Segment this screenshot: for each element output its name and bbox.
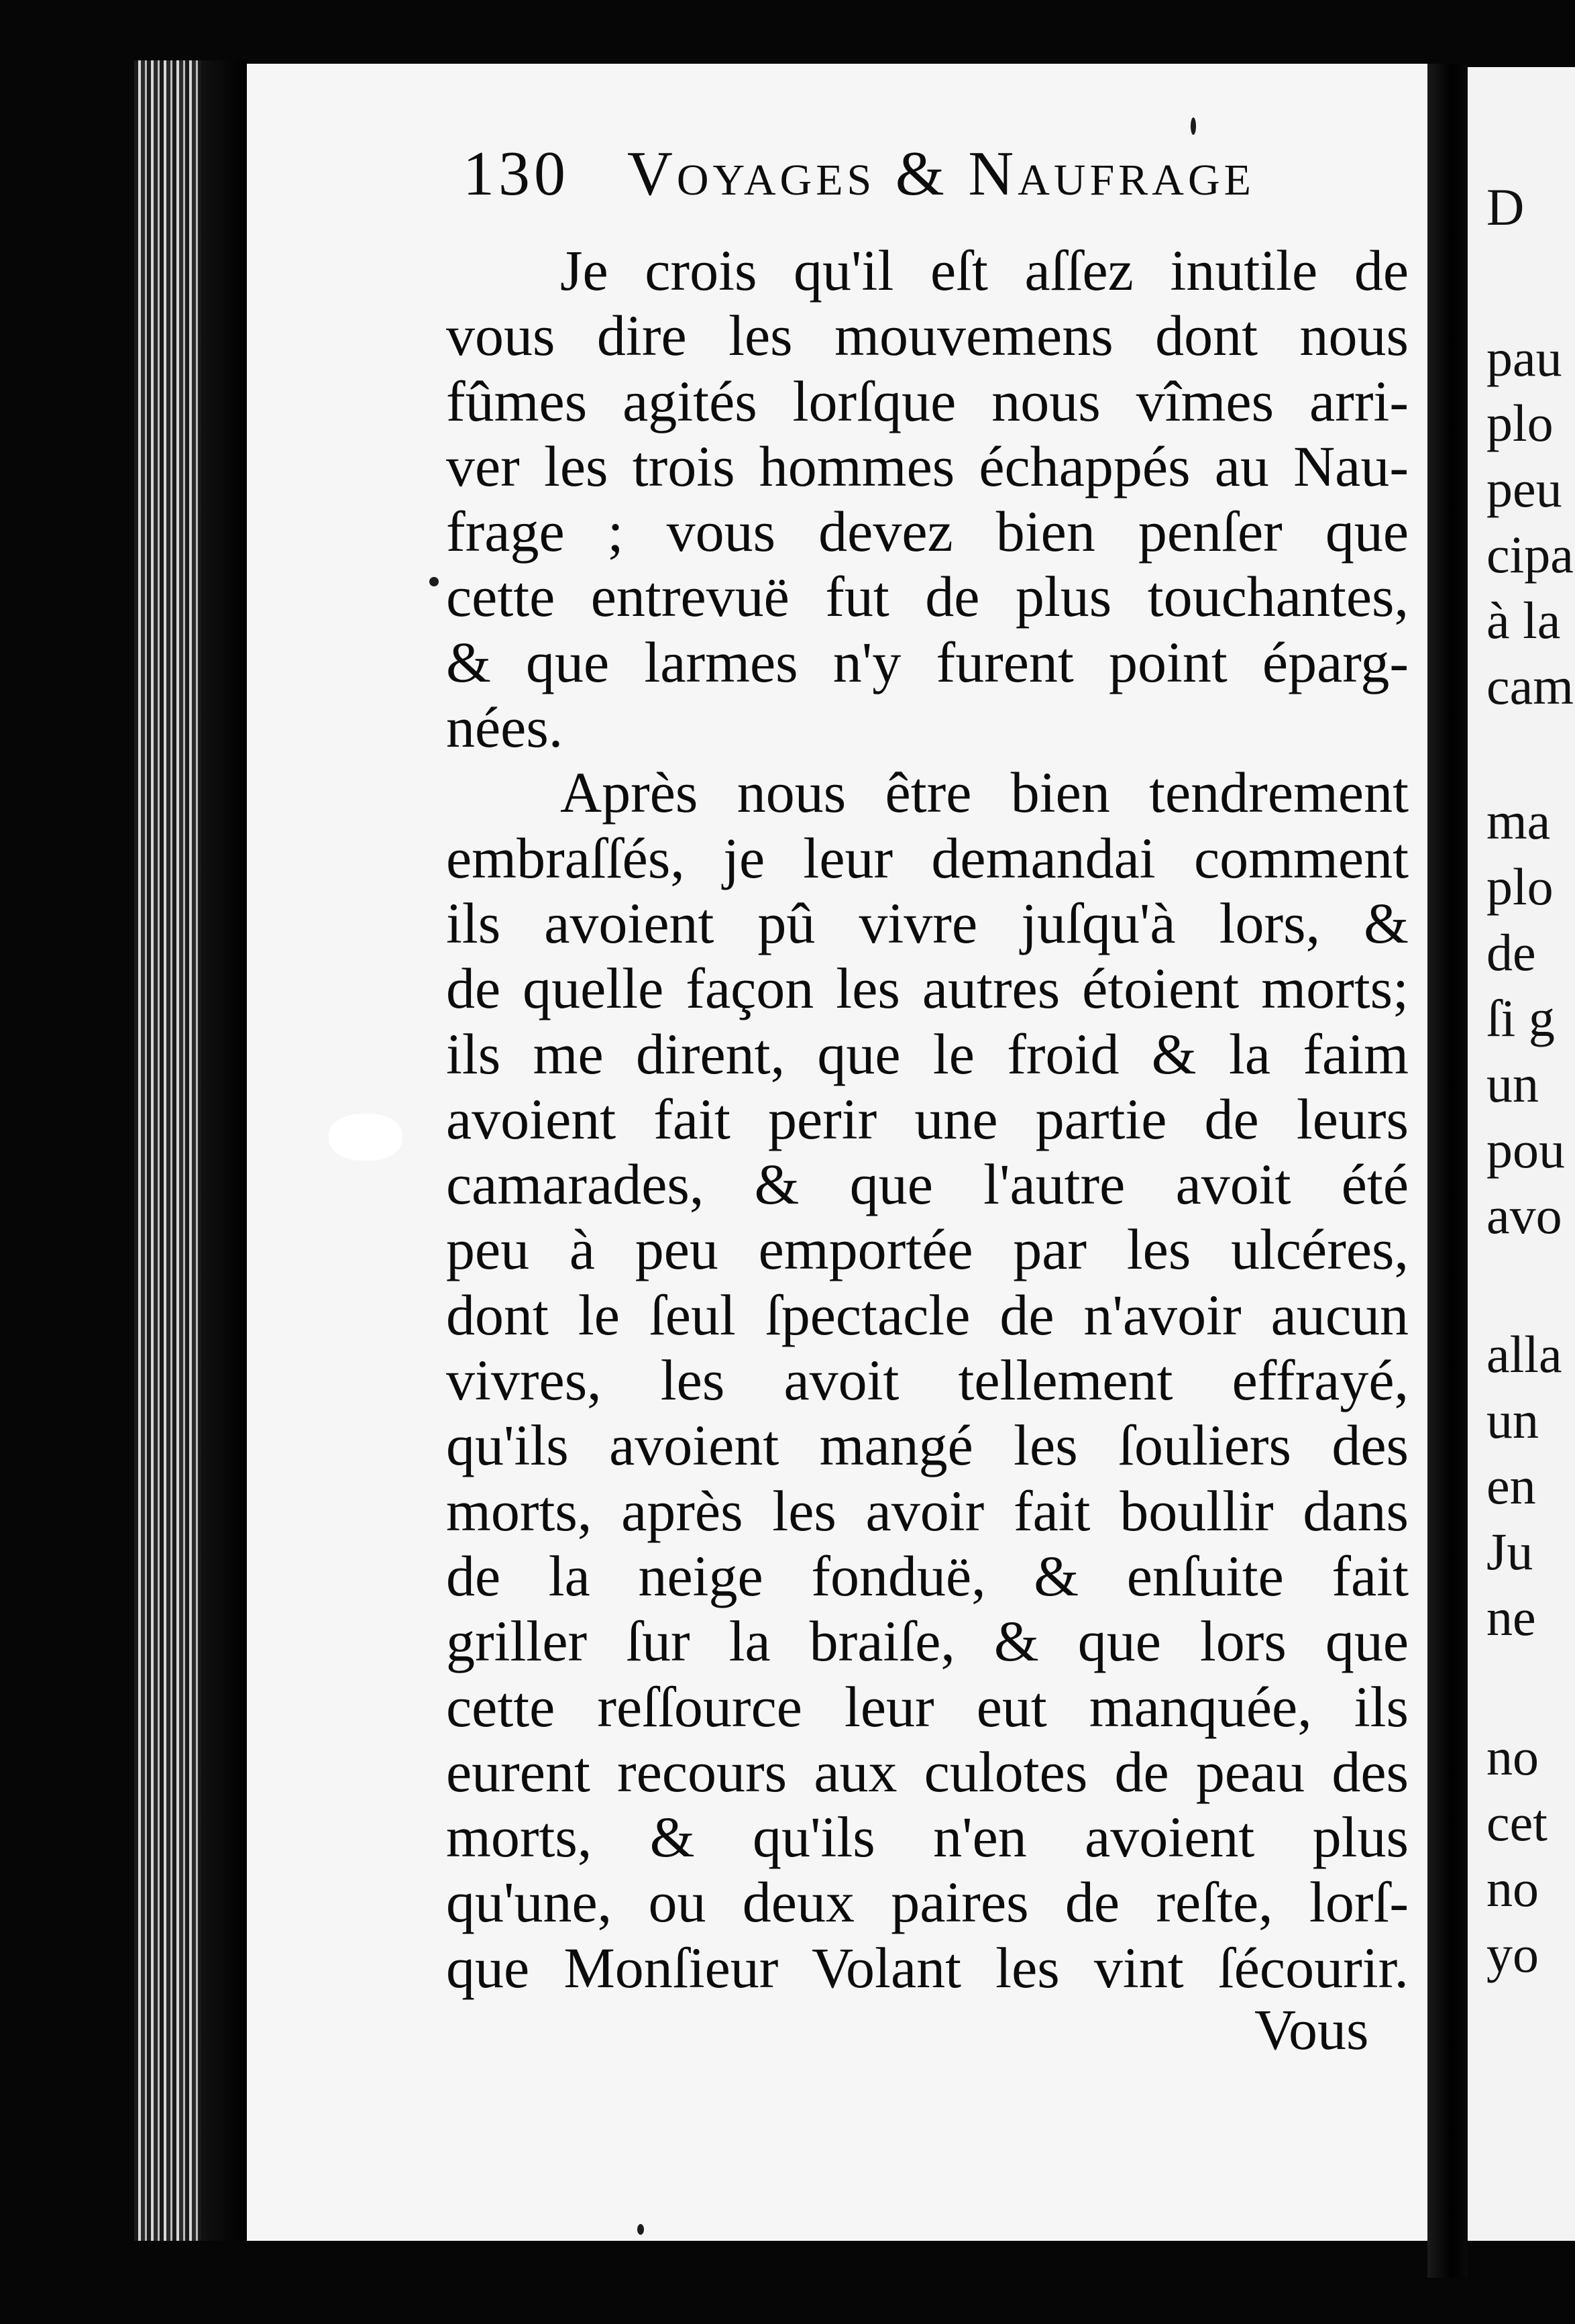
text-line: nées. xyxy=(446,695,563,760)
text-line: qu'ils avoient mangé les ſouliers des xyxy=(446,1413,1409,1478)
facing-fragment: en xyxy=(1486,1457,1536,1515)
text-line: frage ; vous devez bien penſer que xyxy=(446,499,1409,564)
facing-fragment: un xyxy=(1486,1055,1539,1113)
facing-fragment: D xyxy=(1486,178,1525,236)
text-line: griller ſur la braiſe, & que lors que xyxy=(446,1609,1409,1674)
text-line: peu à peu emportée par les ulcéres, xyxy=(446,1217,1409,1282)
text-line: cette reſſource leur eut manquée, ils xyxy=(446,1674,1409,1739)
facing-fragment: ne xyxy=(1486,1588,1536,1646)
book-spine-gutter xyxy=(1427,64,1468,2278)
ink-speck xyxy=(1191,117,1196,135)
text-line: avoient fait perir une partie de leurs xyxy=(446,1086,1409,1151)
text-line: morts, & qu'ils n'en avoient plus xyxy=(446,1805,1409,1870)
running-head xyxy=(463,138,1348,211)
paper-blot xyxy=(329,1114,402,1161)
page-number: 130 xyxy=(463,139,569,209)
text-line: de quelle façon les autres étoient morts; xyxy=(446,956,1409,1021)
text-line: cette entrevuë fut de plus touchantes, xyxy=(446,564,1409,629)
text-line: vous dire les mouvemens dont nous xyxy=(446,303,1409,368)
facing-fragment: plo xyxy=(1486,394,1554,452)
text-line: Après nous être bien tendrement xyxy=(560,760,1409,825)
facing-fragment: cam xyxy=(1486,657,1574,715)
facing-fragment: ſi g xyxy=(1486,989,1555,1047)
facing-fragment: un xyxy=(1486,1391,1539,1449)
facing-fragment: no xyxy=(1486,1859,1539,1917)
facing-fragment: pau xyxy=(1486,329,1562,387)
facing-fragment: Ju xyxy=(1486,1522,1533,1581)
text-line: Je crois qu'il eſt aſſez inutile de xyxy=(560,238,1409,303)
facing-fragment: cet xyxy=(1486,1793,1547,1852)
text-line: de la neige fonduë, & enſuite fait xyxy=(446,1543,1409,1608)
page-edge-shadow xyxy=(201,60,248,2241)
text-line: ver les trois hommes échappés au Nau- xyxy=(446,433,1409,498)
catchword: Vous xyxy=(1254,1997,1369,2062)
text-line: morts, après les avoir fait boullir dans xyxy=(446,1478,1409,1543)
facing-fragment: cipa xyxy=(1486,525,1574,584)
facing-fragment: yo xyxy=(1486,1925,1539,1983)
text-line: dont le ſeul ſpectacle de n'avoir aucun xyxy=(446,1282,1409,1347)
facing-fragment: à la xyxy=(1486,591,1561,649)
text-line: fûmes agités lorſque nous vîmes arri- xyxy=(446,368,1409,433)
text-line: ils me dirent, que le froid & la faim xyxy=(446,1021,1409,1086)
book-page-right-fragment xyxy=(1468,67,1575,2241)
text-line: qu'une, ou deux paires de reſte, lorſ- xyxy=(446,1870,1409,1935)
facing-fragment: plo xyxy=(1486,857,1554,916)
facing-fragment: avo xyxy=(1486,1186,1562,1245)
text-line: camarades, & que l'autre avoit été xyxy=(446,1152,1409,1217)
paragraph-2 xyxy=(446,760,1409,2001)
ink-speck xyxy=(637,2224,644,2235)
text-line: vivres, les avoit tellement effrayé, xyxy=(446,1348,1409,1413)
body-text xyxy=(446,238,1409,2001)
paragraph-1 xyxy=(446,238,1409,760)
text-line: ils avoient pû vivre juſqu'à lors, & xyxy=(446,890,1409,955)
text-line: & que larmes n'y furent point éparg- xyxy=(446,629,1409,694)
facing-fragment: peu xyxy=(1486,460,1562,518)
facing-fragment: no xyxy=(1486,1728,1539,1786)
text-line: eurent recours aux culotes de peau des xyxy=(446,1739,1409,1804)
facing-fragment: de xyxy=(1486,923,1536,982)
facing-fragment: pou xyxy=(1486,1120,1565,1179)
text-line: que Monſieur Volant les vint ſécourir. xyxy=(446,1935,1409,2000)
running-title: Voyages & Naufrage xyxy=(627,139,1255,209)
facing-fragment: ma xyxy=(1486,792,1551,850)
text-line: embraſſés, je leur demandai comment xyxy=(446,825,1409,890)
facing-fragment: alla xyxy=(1486,1325,1562,1383)
ink-speck xyxy=(429,577,439,586)
